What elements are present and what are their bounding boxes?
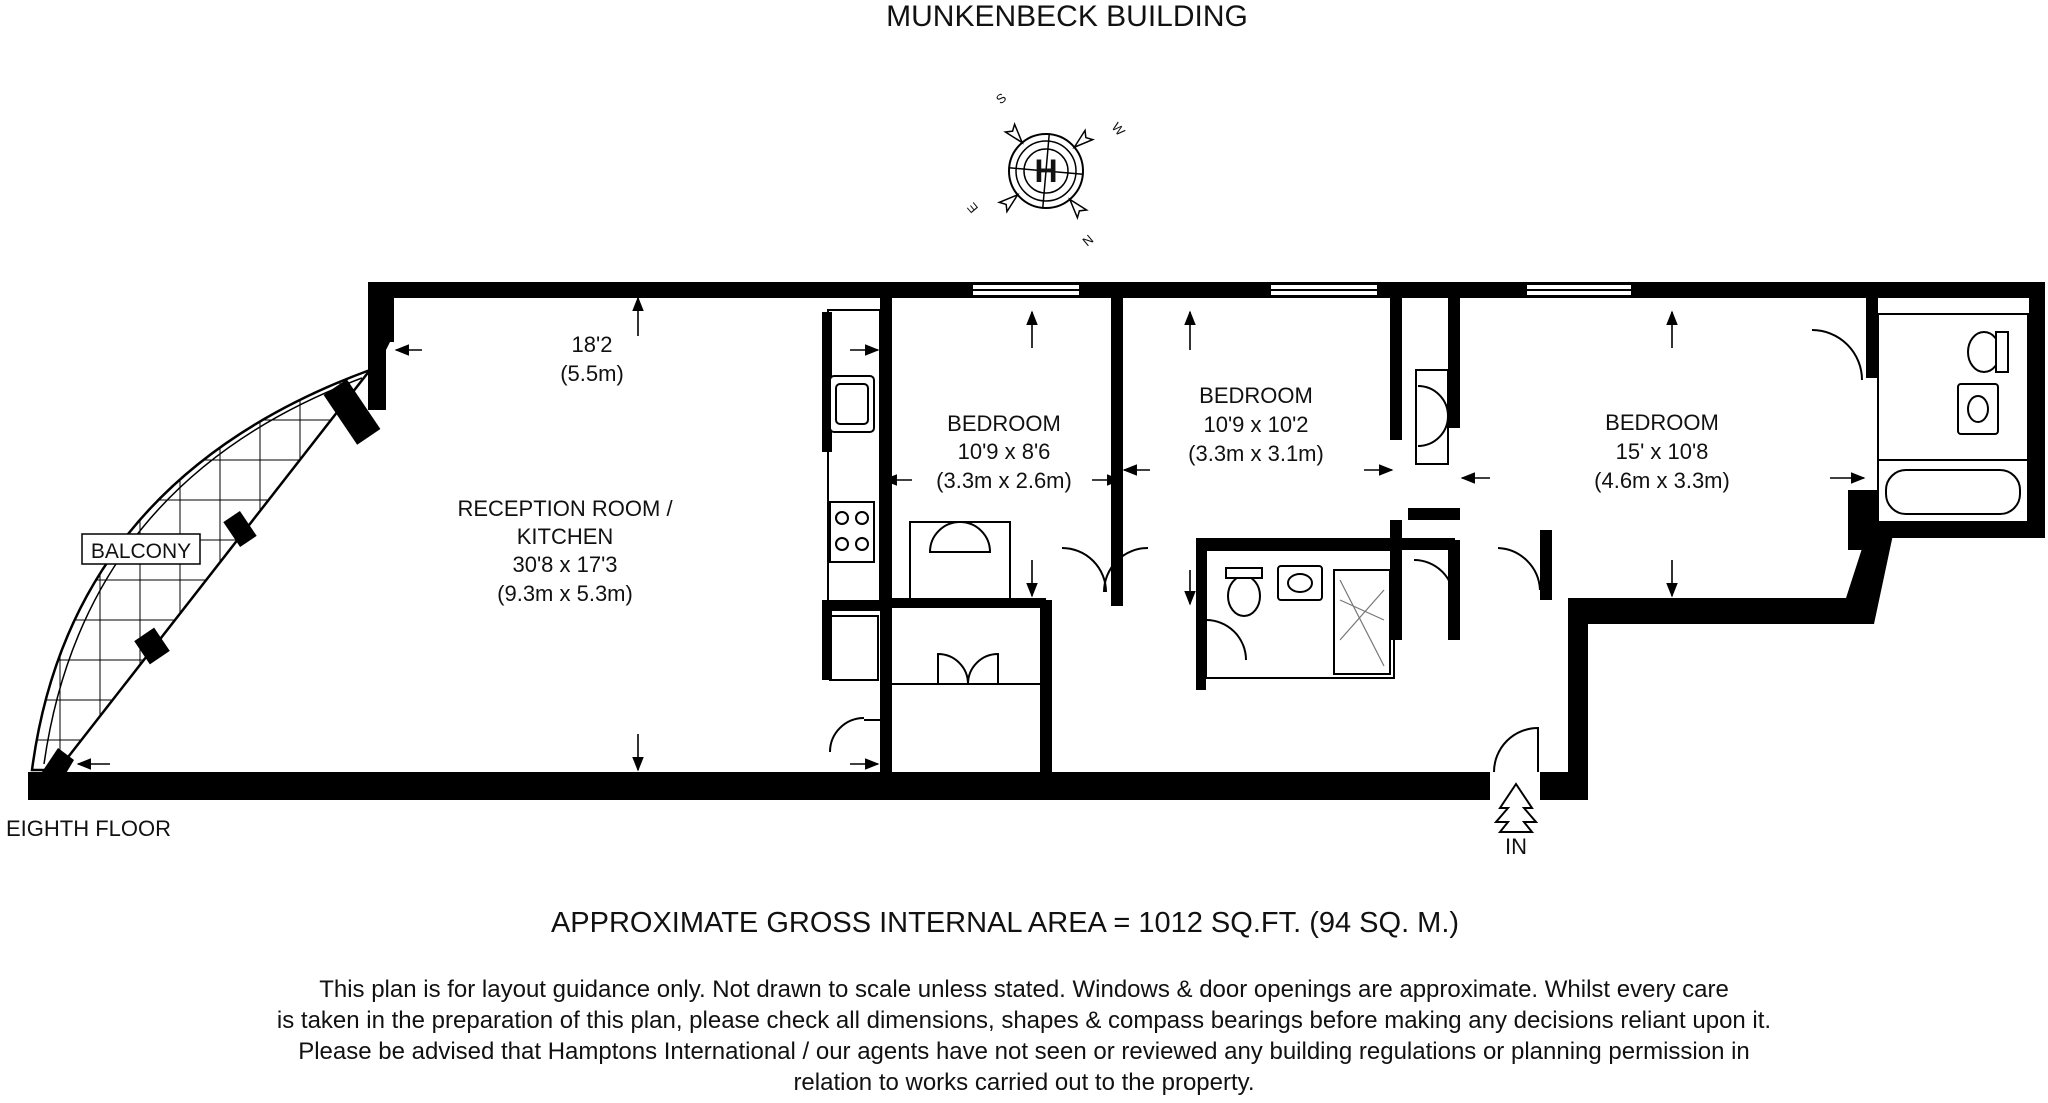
disclaimer [0,974,2048,1098]
room-name: BEDROOM [1199,383,1313,408]
entrance-label: IN [1505,834,1527,859]
dimension-arrows [78,298,1864,770]
bathroom-2 [1812,314,2028,524]
exterior-walls [28,282,2045,800]
compass-point-w: W [1108,119,1129,139]
balcony-label: BALCONY [90,540,192,563]
room-bedroom-1 [936,411,1072,493]
room-name: BEDROOM [947,411,1061,436]
compass-point-s: S [992,90,1010,108]
floor-label: EIGHTH FLOOR [6,816,172,841]
disclaimer-line: is taken in the preparation of this plan, please check all dimensions, shapes & compass bearings before making any decisions reliant upon it. [276,1007,1772,1034]
compass-point-e: E [964,199,982,217]
toilet-icon [1228,576,1260,616]
gross-internal-area: APPROXIMATE GROSS INTERNAL AREA = 1012 SQ.FT. (94 SQ. M.) [550,907,1460,939]
room-name: RECEPTION ROOM / [457,496,673,521]
room-size-imperial: 10'9 x 10'2 [1203,412,1309,437]
room-width-imperial: 18'2 [571,332,613,357]
room-size-metric: (4.6m x 3.3m) [1594,468,1730,493]
disclaimer-line: This plan is for layout guidance only. Not drawn to scale unless stated. Windows & door openings are approximate. Whilst every care [319,976,1729,1003]
room-bedroom-3 [1594,410,1730,493]
hob-icon [830,502,874,562]
room-size-imperial: 30'8 x 17'3 [512,552,618,577]
room-size-imperial: 10'9 x 8'6 [957,439,1051,464]
disclaimer-line: relation to works carried out to the property. [793,1069,1255,1096]
room-size-metric: (3.3m x 2.6m) [936,468,1072,493]
bathroom-sink-icon [1958,384,1998,434]
room-size-metric: (9.3m x 5.3m) [497,581,633,606]
disclaimer-line: Please be advised that Hamptons International / our agents have not seen or reviewed any building regulations or planning permission in [298,1038,1750,1065]
room-name-line-2: KITCHEN [516,524,614,549]
room-size-imperial: 15' x 10'8 [1615,439,1709,464]
compass-center-letter: H [1034,153,1058,189]
room-reception-kitchen [457,332,673,606]
bathroom-sink-icon [1278,566,1322,600]
room-name: BEDROOM [1605,410,1719,435]
plan-title: MUNKENBECK BUILDING [886,0,1248,33]
doors [830,548,1540,772]
compass-point-n: N [1079,231,1097,250]
room-bedroom-2 [1188,383,1324,466]
bathroom-1 [1206,550,1394,678]
kitchen-units [828,310,880,680]
room-width-metric: (5.5m) [560,361,624,386]
compass-rose-icon [964,90,1129,249]
room-size-metric: (3.3m x 3.1m) [1188,441,1324,466]
entrance-arrow-icon [1496,784,1536,832]
windows [972,284,1632,296]
